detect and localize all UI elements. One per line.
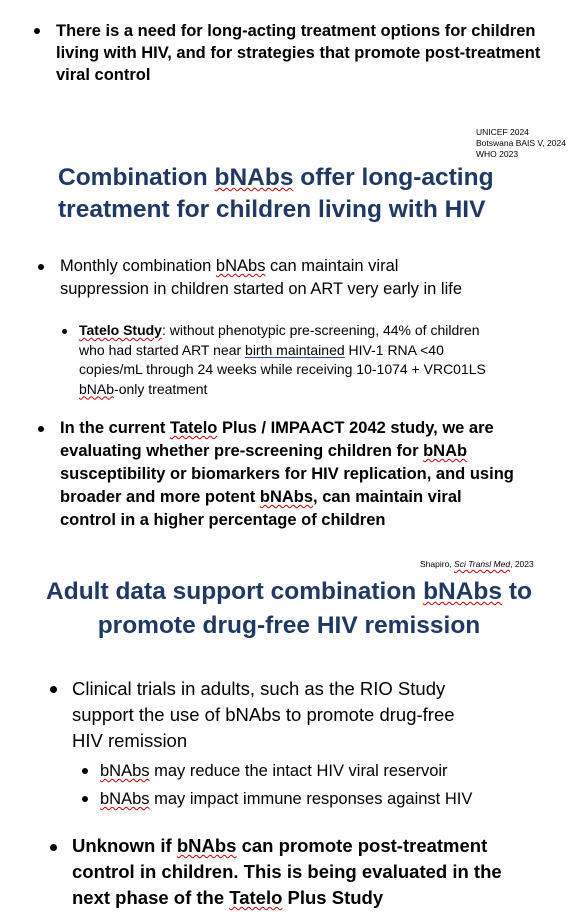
bullet-line: control in children. This is being evaluated in the [72, 861, 502, 882]
bullet-line: Clinical trials in adults, such as the RIO Study [72, 678, 446, 699]
reference-line: WHO 2023 [476, 149, 519, 159]
text: who had started ART near [79, 341, 246, 358]
text: Plus / IMPAACT 2042 study, we are [217, 419, 494, 437]
term: Tatelo [229, 887, 283, 908]
slide1-title-line2: treatment for children living with HIV [58, 196, 486, 223]
bullet-line: control in a higher percentage of children [60, 511, 386, 529]
bullet-line [60, 440, 565, 463]
slide2-sub1 [100, 760, 560, 782]
term: bNAb [423, 442, 468, 460]
title-term: bNAbs [214, 164, 294, 191]
bullet-line [60, 486, 565, 509]
citation-author: Shapiro, [420, 559, 455, 569]
title-term: bNAbs [423, 578, 503, 605]
intro-bullet-text: There is a need for long-acting treatment options for children living with HIV, and for strategies that promote post-treatment viral control [56, 22, 541, 84]
bullet-line [72, 885, 572, 911]
reference-line: Botswana BAIS V, 2024 [476, 138, 566, 148]
text: Plus Study [282, 887, 384, 908]
slide2-title [0, 575, 578, 643]
text: , can maintain viral [313, 488, 462, 506]
term: bNAbs [100, 762, 150, 780]
text: Monthly combination [60, 257, 216, 275]
text: -only treatment [114, 380, 208, 397]
slide2-bullet1 [72, 676, 562, 754]
text: can maintain viral [265, 257, 399, 275]
title-text: Combination [58, 164, 215, 191]
term: bNAbs [259, 488, 314, 506]
term: bNAbs [176, 835, 237, 856]
bullet-line [72, 833, 572, 859]
references [476, 127, 566, 160]
text: HIV-1 RNA <40 [344, 341, 444, 358]
slide1-sub-bullet [79, 321, 559, 399]
bullet-dot [34, 28, 40, 34]
bullet-line [60, 417, 565, 440]
text: next phase of the [72, 887, 230, 908]
term: bNAbs [215, 257, 266, 275]
bullet-dot [38, 426, 44, 432]
slide2-title-line2: promote drug-free HIV remission [97, 612, 481, 639]
slide2-bullet2 [72, 833, 572, 911]
slide2-sub2 [100, 788, 560, 810]
citation-journal: Sci Transl Med [454, 559, 511, 569]
underlined-text: birth maintained [245, 341, 345, 358]
bullet-dot [50, 686, 57, 693]
text: may reduce the intact HIV viral reservoir [149, 762, 448, 780]
slide1-title-line1 [58, 162, 558, 194]
title-text: Adult data support combination [46, 578, 424, 605]
term: bNAbs [100, 790, 150, 808]
bullet-dot [82, 768, 88, 774]
bullet-line [79, 341, 559, 361]
bullet-line [79, 380, 559, 400]
text: In the current [60, 419, 171, 437]
bullet-dot [38, 264, 44, 270]
slide1-bullet2 [60, 417, 565, 532]
title-text: offer long-acting [293, 164, 494, 191]
term: bNAb [79, 380, 115, 397]
citation [420, 559, 534, 569]
slide1-title [58, 162, 558, 226]
text: Unknown if [72, 835, 177, 856]
title-text: to [502, 578, 532, 605]
bullet-line [60, 255, 560, 278]
bullet-dot [62, 329, 67, 334]
text: can promote post-treatment [236, 835, 488, 856]
text: evaluating whether pre-screening children for [60, 442, 424, 460]
bullet-line: HIV remission [72, 730, 188, 751]
bullet-line: susceptibility or biomarkers for HIV replication, and using [60, 465, 514, 483]
study-label: Tatelo Study [79, 322, 162, 338]
bullet-dot [50, 844, 57, 851]
citation-year: , 2023 [510, 559, 534, 569]
bullet-line: support the use of bNAbs to promote drug-free [72, 704, 455, 725]
text: broader and more potent [60, 488, 260, 506]
term: Tatelo [170, 419, 218, 437]
bullet-dot [82, 796, 88, 802]
reference-line: UNICEF 2024 [476, 127, 529, 137]
slide1-bullet1 [60, 255, 560, 301]
bullet-line: copies/mL through 24 weeks while receiving 10-1074 + VRC01LS [79, 361, 486, 377]
text: may impact immune responses against HIV [149, 790, 473, 808]
bullet-line [79, 321, 559, 341]
slide2-title-line1 [0, 575, 578, 609]
text: : without phenotypic pre-screening, 44% of children [161, 322, 480, 338]
bullet-line: suppression in children started on ART very early in life [60, 280, 463, 298]
